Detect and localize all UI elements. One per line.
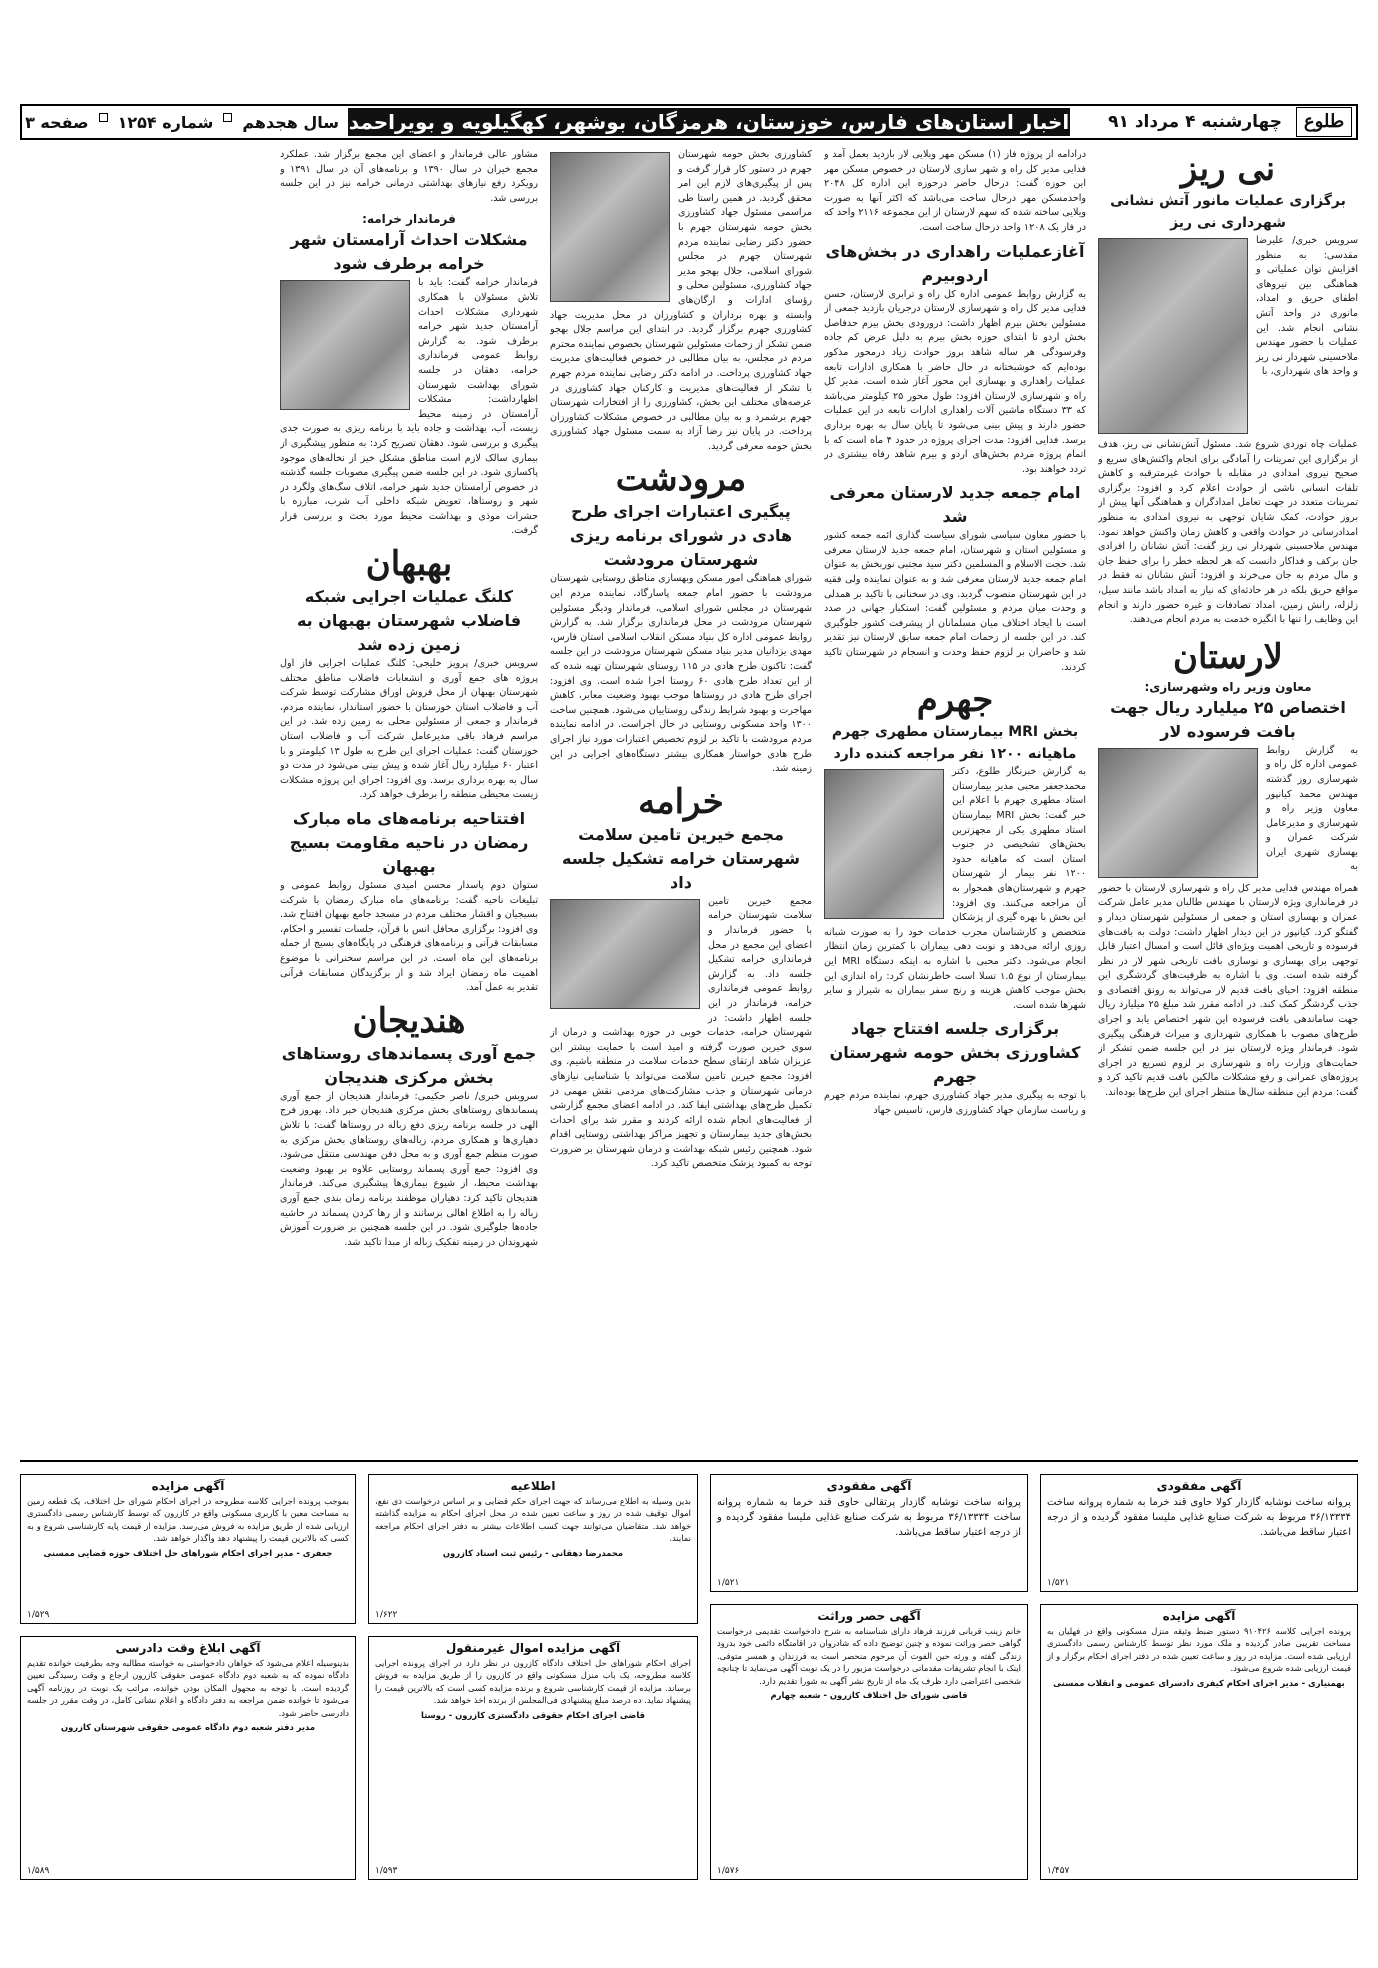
article-lar-body: همراه مهندس فدایی مدیر کل راه و شهرسازی لارستان با حضور در فرمانداری ویژه لارستان با مهندس طالبان مدیر عامل شرکت عمران و بهسازی استان و جمعی از مسئولین شهرستان دیدار و گفتگو کرد. کیانپور در این دیدار اظهار داشت: دولت به بافت‌های فرسوده و تاریخی اهمیت ویژه‌ای قائل است و امسال اعتبار قابل توجهی برای بهسازی و نوسازی بافت تاریخی شهر لار در نظر گرفته شده است. وی با اشاره به ظرفیت‌های گردشگری این منطقه افزود: احیای بافت قدیم لار می‌تواند به رونق اقتصادی و جذب گردشگر کمک کند. در ادامه مقرر شد مبلغ ۲۵ میلیارد ریال جهت ساماندهی بافت فرسوده این شهر اختصاص یابد و اجرای طرح‌های مصوب با همکاری شهرداری و میراث فرهنگی پیگیری شود. فرماندار ویژه لارستان نیز در این جلسه ضمن تشکر از حمایت‌های وزارت راه و شهرسازی بر لزوم تسریع در اجرای پروژه‌های عمرانی و رفع مشکلات مالکین بافت قدیم تاکید کرد و گفت: مردم این منطقه سال‌ها منتظر اجرای این طرح‌ها بوده‌اند. (1098, 882, 1358, 1099)
ad-auction-1: آگهی مزایده بموجب پرونده اجرایی کلاسه مطروحه در اجرای احکام شورای حل اختلاف، یک قطعه زمین به مساحت معین با کاربری مسکونی واقع در کازرون که توسط کارشناس رسمی دادگستری ارزیابی شده از طریق مزایده به فروش می‌رسد. مزایده از قیمت پایه کارشناسی شروع و به کسی که بالاترین قیمت را پیشنهاد دهد واگذار خواهد شد. جعفری - مدیر اجرای احکام شوراهای حل اختلاف حوزه قضایی ممسنی ۱/۵۲۹ (20, 1474, 356, 1624)
subhead-governor-kharameh: فرماندار خرامه: (362, 212, 456, 227)
headline-lar-fund: اختصاص ۲۵ میلیارد ریال جهت بافت فرسوده لار (1110, 697, 1346, 741)
article-charity-health: مجمع خیرین تامین سلامت شهرستان خرامه با حضور فرماندار و اعضای این مجمع در محل فرمانداری خرامه تشکیل جلسه داد. به گزارش روابط عمومی فرمانداری خرامه، فرماندار در این جلسه اظهار داشت: در شهرستان خرامه، خدمات خوبی در حوزه بهداشت و درمان از سوی خیرین صورت گرفته و امید است با حمایت بیشتر این عزیزان شاهد ارتقای سطح خدمات سلامت در منطقه باشیم. وی افزود: مجمع خیرین تامین سلامت می‌تواند با شناسایی نیازهای درمانی شهرستان و جذب مشارکت‌های مردمی نقش مهمی در تکمیل طرح‌های بهداشتی ایفا کند. در ادامه اعضای مجمع گزارشی از فعالیت‌های انجام شده ارائه کردند و مقرر شد برای احداث بخش‌های جدید بیمارستان و تجهیز مراکز بهداشتی روستایی اقدام شود. همچنین رئیس شبکه بهداشت و درمان شهرستان بر ضرورت توجه به کمبود پزشک متخصص تاکید کرد. (550, 895, 812, 1170)
ad-inheritance: آگهی حصر وراثت خانم زینب قربانی فرزند فرهاد دارای شناسنامه به شرح دادخواست تقدیمی درخواست گواهی حصر وراثت نموده و چنین توضیح داده که شادروان در اقامتگاه دائمی خود بدرود زندگی گفته و ورثه حین الفوت آن مرحوم منحصر است به فرزندان و همسر متوفی. اینک با انجام تشریفات مقدماتی درخواست مزبور را در یک نوبت آگهی می‌نماید تا چنانچه شخصی اعتراضی دارد ظرف یک ماه از تاریخ نشر آگهی به شورا تقدیم دارد. قاضی شورای حل اختلاف کازرون - شعبه چهارم ۱/۵۷۶ (710, 1604, 1028, 1880)
kicker-neyriz: نی ریز (1180, 149, 1276, 189)
lar-meeting-photo (1098, 748, 1258, 878)
issue-date: چهارشنبه ۴ مرداد ۹۱ (1108, 112, 1282, 132)
newspaper-page (20, 96, 1358, 1956)
charity-meeting-photo (550, 899, 700, 1009)
article-charity-cont: مشاور عالی فرماندار و اعضای این مجمع برگزار شد. عملکرد مجمع خیران در سال ۱۳۹۰ و برنامه‌های آن در سال ۱۳۹۱ و رویکرد رفع نیازهای بهداشتی درمانی خرامه نیز در این جلسه بررسی شد. (280, 149, 538, 204)
kicker-jahrom: جهرم (916, 680, 994, 721)
article-fire-drill-body: عملیات چاه نوردی شروع شد. مسئول آتش‌نشانی نی ریز، هدف از برگزاری این تمرینات را آمادگی برای انجام واکنش‌های سریع و صحیح نیروی امدادی در مقابله با حوادث غیرمترقبه و کاهش تلفات انسانی ناشی از حوادث اعلام کرد و افزود: برگزاری تمرینات متعدد در جهت تعامل امدادگران و هماهنگی آنها پیش از بروز حوادث، کمک شایان توجهی به نیروی امدادی به منظور امدادرسانی در حوادث واقعی و کاهش زمان واکنش خواهد نمود. مهندس ملاحسینی شهردار نی ریز گفت: آتش نشانان را افرادی جان برکف و فداکار دانست که هر لحظه خطر را برای حفظ جان و مال مردم به جان می‌خرند و افزود: آتش نشانان نه فقط در مواقع حریق بلکه در هر حادثه‌ای که نیاز به امداد باشد مانند سیل، زلزله، رانش زمین، امداد تصادفات و غیره حضور دارند و انجام این وظایف را تنها با انگیزه خدمت به مردم انجام می‌دهند. (1098, 439, 1358, 626)
subhead-deputy-minister: معاون وزیر راه وشهرسازی: (1144, 679, 1312, 694)
article-waste: سرویس خبری/ ناصر حکیمی: فرماندار هندیجان از جمع آوری پسماندهای روستاهای بخش مرکزی هندیجان خبر داد. بهروز فرج الهی در جلسه برنامه ریزی دفع زباله در روستاها گفت: با تلاش دهیاری‌ها و همکاری مردم، زباله‌های روستاهای بخش مرکزی به صورت منظم جمع آوری و به محل دفن مهندسی منتقل می‌شود. وی افزود: جمع آوری پسماند روستایی علاوه بر بهبود وضعیت بهداشت محیط، از شیوع بیماری‌ها پیشگیری می‌کند. فرماندار هندیجان تاکید کرد: دهیاران موظفند برنامه زمان بندی جمع آوری زباله را به اطلاع اهالی برسانند و از رها کردن پسماند در حاشیه جاده‌ها جلوگیری شود. در این جلسه همچنین بر ضرورت آموزش شهروندان در زمینه تفکیک زباله از مبدا تاکید شد. (280, 1090, 538, 1248)
page-number: صفحه ۳ (25, 112, 89, 132)
issue-info (22, 113, 342, 132)
ad-announcement: اطلاعیه بدین وسیله به اطلاع می‌رساند که جهت اجرای حکم قضایی و بر اساس درخواست ذی نفع، اموال توقیف شده در روز و ساعت تعیین شده در محل اجرای احکام به مزایده گذاشته خواهد شد. متقاضیان می‌توانند جهت کسب اطلاعات بیشتر به دفتر اجرای احکام مراجعه نمایند. محمدرضا دهقانی - رئیس ثبت اسناد کازرون ۱/۶۲۲ (368, 1474, 698, 1624)
column-2 (824, 148, 1086, 1448)
classified-ads (20, 1460, 1358, 1950)
article-agri-office-cont: کشاورزی بخش حومه شهرستان جهرم در دستور کار قرار گرفت و پس از پیگیری‌های لازم این امر محقق گردید. در همین راستا طی مراسمی مسئول جهاد کشاورزی بخش حومه شهرستان جهرم با حضور دکتر رضایی نماینده مردم شهرستان جهرم در مجلس شورای اسلامی، جلال بهجو مدیر جهاد کشاورزی، مسئولین محلی و رؤسای ادارات و ارگان‌های وابسته و بهره برداران و کشاورزان در محل مدیریت جهاد کشاورزی جهرم برگزار گردید. در ابتدای این مراسم جلال بهجو ضمن تشکر از زحمات مسئولین شهرستان بخصوص نماینده محترم مردم در مجلس، به بیان مطالبی در خصوص فعالیت‌های مدیریت جهاد کشاورزی پرداخت. در ادامه دکتر رضایی نماینده مردم جهرم با تشکر از فعالیت‌های مدیریت و کارکنان جهاد کشاورزی در عرصه‌های مختلف این بخش، کشاورزی را از افتخارات شهرستان جهرم برشمرد و به بیان مطالبی در خصوص مشکلات کشاورزان پرداخت. در پایان نیز رضا آزاد به سمت مسئول جهاد کشاورزی بخش حومه معرفی گردید. (550, 149, 812, 452)
masthead-logo: طلوع (1296, 107, 1352, 137)
issue-number: شماره ۱۲۵۴ (117, 112, 214, 132)
headline-waste: جمع آوری پسماندهای روستاهای بخش مرکزی هندیجان (281, 1043, 537, 1087)
headline-charity-health: مجمع خیرین تامین سلامت شهرستان خرامه تشکیل جلسه داد (562, 824, 800, 892)
article-agri-office-start: با توجه به پیگیری مدیر جهاد کشاورزی جهرم، نماینده مردم جهرم و ریاست سازمان جهاد کشاورزی فارس، تاسیس جهاد (824, 1090, 1086, 1116)
headline-cemetery: مشکلات احداث آرامستان شهر خرامه برطرف شود (290, 230, 528, 274)
article-ramadan: ستوان دوم پاسدار محسن امیدی مسئول روابط عمومی و تبلیغات ناحیه گفت: برنامه‌های ماه مبارک رمضان با شرکت بسیجیان و اقشار مختلف مردم در مسجد جامع بهبهان افتتاح شد. وی افزود: برگزاری محافل انس با قرآن، جلسات تفسیر و احکام، مسابقات قرآنی و برنامه‌های فرهنگی در پایگاه‌های بسیج از جمله برنامه‌های این ماه است. در این مراسم سخنرانی با موضوع اهمیت ماه رمضان ایراد شد و از برگزیدگان مسابقات قرآنی تقدیر به عمل آمد. (280, 880, 538, 994)
ad-real-estate-auction: آگهی مزایده اموال غیرمنقول اجرای احکام شوراهای حل اختلاف دادگاه کازرون در نظر دارد در اجرای پرونده اجرایی کلاسه مطروحه، یک باب منزل مسکونی واقع در کازرون را از طریق مزایده به فروش برساند. مزایده از قیمت کارشناسی شروع و برنده مزایده کسی است که بالاترین قیمت را پیشنهاد نماید. ده درصد مبلغ پیشنهادی فی‌المجلس از برنده اخذ خواهد شد. قاضی اجرای احکام حقوقی دادگستری کازرون - روستا ۱/۵۹۳ (368, 1636, 698, 1880)
kicker-hendijan: هندیجان (352, 1000, 466, 1041)
kicker-marvdasht: مرودشت (615, 459, 747, 500)
headline-friday-imam: امام جمعه جدید لارستان معرفی شد (829, 483, 1081, 527)
article-lar-intro: به گزارش روابط عمومی اداره کل راه و شهرسازی روز گذشته مهندس محمد کیانپور معاون وزیر راه و شهرسازی و مدیرعامل شرکت عمران و بهسازی شهری ایران به (1266, 744, 1358, 873)
fire-drill-photo (1098, 238, 1248, 434)
headline-hadi-plan: پیگیری اعتبارات اجرای طرح هادی در شورای برنامه ریزی شهرستان مرودشت (569, 502, 793, 570)
ad-lost-orange: آگهی مفقودی پروانه ساخت نوشابه گازدار پرتقالی حاوی قند خرما به شماره پروانه ساخت ۳۶/۱۳۳۳۴ مربوط به شرکت صنایع غذایی ملیسا مفقود گردیده و از درجه اعتبار ساقط می‌باشد. ۱/۵۲۱ (710, 1474, 1028, 1592)
agri-ceremony-photo (550, 152, 670, 302)
headline-mri: بخش MRI بیمارستان مطهری جهرم ماهیانه ۱۲۰۰ نفر مراجعه کننده دارد (831, 724, 1079, 763)
kicker-kharameh: خرامه (638, 781, 724, 822)
headline-agri-office: برگزاری جلسه افتتاح جهاد کشاورزی بخش حومه شهرستان جهرم (829, 1019, 1081, 1087)
article-cemetery: فرماندار خرامه گفت: باید با تلاش مسئولان با همکاری شهرداری مشکلات احداث آرامستان جدید شهر خرامه برطرف شود. به گزارش روابط عمومی فرمانداری خرامه، دهقان در جلسه شورای بهداشت شهرستان اظهارداشت: مشکلات آرامستان در زمینه محیط زیست، آب، بهداشت و جاده باید با برنامه ریزی به صورت جدی پیگیری و بررسی شود. دهقان تصریح کرد: به منظور پیشگیری از بیماری سالک لازم است مناطق مشکل خیز از نخاله‌های موجود پاکسازی شود. در این جلسه ضمن پیگیری مصوبات جلسه گذشته در خصوص آرامستان جدید شهر خرامه، اتلاف سگ‌های ولگرد در شهر و روستاها، تعویض شبکه داخلی آب شرب، مبارزه با حشرات موذی و بهداشت محیط مورد بحث و بررسی قرار گرفت. (280, 277, 538, 537)
column-4 (280, 148, 538, 1448)
headline-ramadan: افتتاحیه برنامه‌های ماه مبارک رمضان در ناحیه مقاومت بسیج بهبهان (289, 809, 529, 876)
article-mehr-housing: درادامه از پروژه فاز (۱) مسکن مهر وبلایی لار بازدید بعمل آمد و فدایی مدیر کل راه و شهر سازی لارستان در خصوص مسکن مهر این حوزه گفت: درحال حاضر درحوزه این اداره کل ۲۰۴۸ واحدمسکن مهر درحال ساخت می‌باشد که اکثر آنها به صورت ویلایی ساخته شده که سهم لارستان از این مجموعه ۲۱۱۶ واحد که در فاز یک ۱۲۰۸ واحد درحال ساخت است. (824, 149, 1086, 233)
ad-lost-cola: آگهی مفقودی پروانه ساخت نوشابه گازدار کولا حاوی قند خرما به شماره پروانه ساخت ۳۶/۱۳۳۳۴ مربوط به شرکت صنایع غذایی ملیسا مفقود گردیده و از درجه اعتبار ساقط می‌باشد. ۱/۵۲۱ (1040, 1474, 1358, 1592)
article-mri: به گزارش خبرنگار طلوع، دکتر محمدجعفر محبی مدیر بیمارستان استاد مطهری جهرم با اعلام این خبر گفت: بخش MRI بیمارستان استاد مطهری یکی از مجهزترین بخش‌های تشخیصی در جنوب استان است که ماهیانه حدود ۱۲۰۰ نفر بیمار از شهرستان جهرم و شهرستان‌های همجوار به آن مراجعه می‌کنند. وی افزود: این بخش با بهره گیری از پزشکان متخصص و کارشناسان مجرب خدمات خود را به صورت شبانه روزی ارائه می‌دهد و نوبت دهی بیماران با کمترین زمان انتظار انجام می‌شود. دکتر محبی با اشاره به اینکه دستگاه MRI این بیمارستان از نوع ۱.۵ تسلا است خاطرنشان کرد: راه اندازی این بخش موجب کاهش هزینه و رنج سفر بیماران به شیراز و سایر شهرها شده است. (824, 766, 1086, 1011)
ad-auction-2: آگهی مزایده پرونده اجرایی کلاسه ۹۱۰۴۲۶ دستور ضبط وثیقه منزل مسکونی واقع در فهلیان به مساحت تقریبی صادر گردیده و ملک مورد نظر توسط کارشناس رسمی دادگستری ارزیابی شده است. مزایده در روز و ساعت تعیین شده در دفتر اجرای احکام برگزار و از قیمت ارزیابی شده شروع می‌شود. بهمنیاری - مدیر اجرای احکام کیفری دادسرای عمومی و انقلاب ممسنی ۱/۴۵۷ (1040, 1604, 1358, 1880)
ad-court-summons: آگهی ابلاغ وقت دادرسی بدینوسیله اعلام می‌شود که خواهان دادخواستی به خواسته مطالبه وجه بطرفیت خوانده تقدیم دادگاه نموده که به شعبه دوم دادگاه عمومی حقوقی کازرون ارجاع و وقت رسیدگی تعیین گردیده است. با توجه به مجهول المکان بودن خوانده، مراتب یک نوبت در روزنامه آگهی می‌شود تا خوانده ضمن مراجعه به دفتر دادگاه و اعلام نشانی کامل، در وقت مقرر در جلسه دادرسی حاضر شود. مدیر دفتر شعبه دوم دادگاه عمومی حقوقی شهرستان کازرون ۱/۵۸۹ (20, 1636, 356, 1880)
headline-sewage: کلنگ عملیات اجرایی شبکه فاضلاب شهرستان بهبهان به زمین زده شد (296, 587, 522, 655)
section-banner: اخبار استان‌های فارس، خوزستان، هرمزگان، بوشهر، کهگیلویه و بویراحمد (348, 110, 1070, 134)
article-sewage: سرویس خبری/ پرویز خلیجی: کلنگ عملیات اجرایی فاز اول پروژه های جمع آوری و انشعابات فاضلاب مناطق مختلف شهرستان بهبهان از محل فروش اوراق مشارکت توسط شرکت آب و فاضلاب استان خوزستان با حضور استاندار، نماینده مردم، فرماندار و جمعی از مسئولین محلی به زمین زده شد. در این مراسم فرهاد باقی مدیرعامل شرکت آب و فاضلاب استان خوزستان گفت: عملیات اجرای این طرح به طول ۱۳ کیلومتر و با اعتبار ۶۰ میلیارد ریال آغاز شده و پیش بینی می‌شود در مدت دو سال به بهره برداری برسد. وی افزود: اجرای این پروژه مشکلات زیست محیطی منطقه را برطرف خواهد کرد. (280, 658, 538, 801)
article-hadi-plan: شورای هماهنگی امور مسکن وبهسازی مناطق روستایی شهرستان مرودشت با حضور امام جمعه پاسارگاد، نماینده مردم این شهرستان در مجلس شورای اسلامی، فرماندار ودیگر مسئولین شهرستان مرودشت در محل فرمانداری برگزار شد. به گزارش روابط عمومی اداره کل بنیاد مسکن انقلاب اسلامی استان فارس، مهدی یزدانیان مدیر بنیاد مسکن شهرستان مرودشت در این جلسه گفت: تاکنون طرح هادی در ۱۱۵ روستای شهرستان تهیه شده که از این تعداد طرح هادی ۶۰ روستا اجرا شده است. وی افزود: اجرای طرح هادی در روستاها موجب بهبود وضعیت معابر، کاهش مهاجرت و بهبود شرایط زندگی روستاییان می‌شود. همچنین ساخت ۱۳۰۰ واحد مسکونی روستایی در حال اجراست. در ادامه نماینده مردم مرودشت با تاکید بر لزوم تخصیص اعتبارات مورد نیاز اجرای طرح هادی خواستار همکاری بیشتر دستگاه‌های اجرایی در این زمینه شد. (550, 573, 812, 775)
separator-square-icon (99, 113, 108, 122)
kicker-behbahan: بهبهان (365, 544, 453, 585)
article-road-works: به گزارش روابط عمومی اداره کل راه و ترابری لارستان، حسن فدایی مدیر کل راه و شهرسازی لارستان درجریان بازدید جمعی از مسئولین بخش بیرم اظهار داشت: درورودی بخش بیرم حدفاصل بخش اردو تا ابتدای حوزه بخش بیرم به دلیل عرض کم جاده وفرسودگی هر ساله شاهد بروز حوادث زیاد درمحور مذکور بوده‌ایم که خوشبختانه در حال حاضر با همکاری ادارات تابعه عملیات راهداری و بهسازی این محور آغاز شده است. مدیر کل راه و شهرسازی لارستان افزود: طول محور ۲۵ کیلومتر می‌باشد که ۳۳ دستگاه ماشین آلات راهداری ادارات تابعه در این عملیات حضور دارند و پیش بینی می‌شود تا پایان سال به بهره برداری برسد. فدایی افزود: مدت اجرای پروژه در حدود ۴ ماه است که با اتمام پروژه مردم بخش‌های اردو و بیرم شاهد رفاه بیشتری در تردد خواهند بود. (824, 288, 1086, 475)
article-friday-imam: با حضور معاون سیاسی شورای سیاست گذاری ائمه جمعه کشور و مسئولین استان و شهرستان، امام جمعه جدید لارستان معرفی شد. حجت الاسلام و المسلمین دکتر سید مجتبی نوربخش به عنوان امام جمعه جدید لارستان معرفی شد و به عنوان نماینده ولی فقیه در این شهرستان منصوب گردید. وی در سخنانی با تاکید بر همدلی و وحدت میان مردم و مسئولین گفت: استکبار جهانی در صدد است با ایجاد اختلاف میان مسلمانان از پیشرفت کشور جلوگیری کند. در این جلسه از زحمات امام جمعه سابق لارستان نیز تقدیر شد و حاضران بر لزوم حفظ وحدت و انسجام در شهرستان تاکید کردند. (824, 530, 1086, 673)
volume-year: سال هجدهم (242, 112, 340, 132)
page-header (20, 104, 1358, 140)
column-1 (1098, 148, 1358, 1448)
article-fire-drill-intro: سرویس خبری/ علیرضا مقدسی: به منظور افزایش توان عملیاتی و هماهنگی بین نیروهای اطفای حریق و امداد، مانوری در واحد آتش نشانی انجام شد. این عملیات با حضور مهندس ملاحسینی شهردار نی ریز و واحد های شهرداری، با (1256, 235, 1358, 378)
health-council-photo (280, 280, 410, 410)
headline-road-works: آغازعملیات راهداری در بخش‌های اردوبیرم (825, 241, 1085, 285)
column-3 (550, 148, 812, 1448)
headline-fire-drill: برگزاری عملیات مانور آتش نشانی شهرداری نی ریز (1110, 193, 1346, 231)
kicker-larestan: لارستان (1173, 636, 1283, 677)
separator-square-icon (223, 113, 232, 122)
hospital-director-photo (824, 769, 944, 919)
